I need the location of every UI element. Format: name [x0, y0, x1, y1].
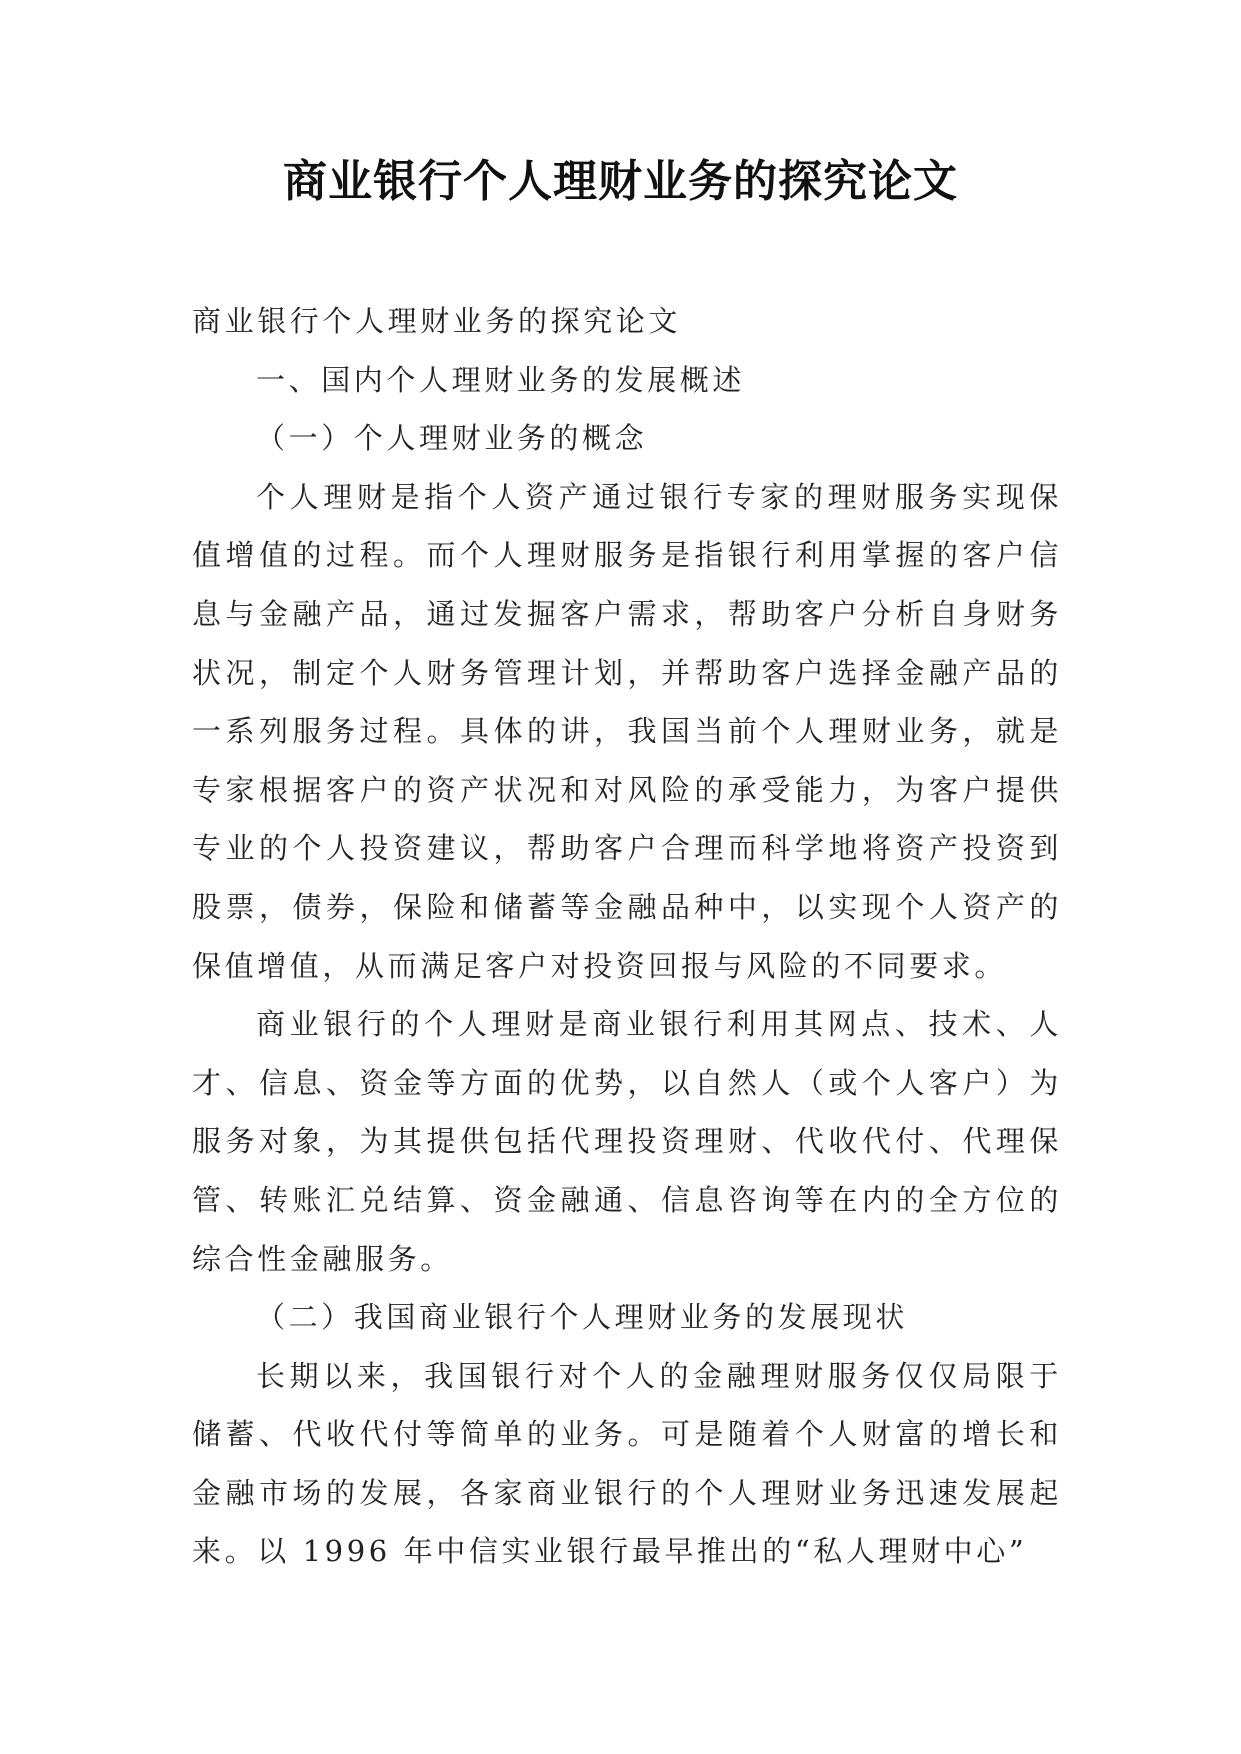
paragraph: 长期以来，我国银行对个人的金融理财服务仅仅局限于储蓄、代收代付等简单的业务。可是随着个人财富的增长和金融市场的发展，各家商业银行的个人理财业务迅速发展起来。以 1996 年中信实业银行最早推出的“私人理财中心” [192, 1358, 1062, 1569]
document-title: 商业银行个人理财业务的探究论文 [283, 156, 958, 207]
paragraph: 个人理财是指个人资产通过银行专家的理财服务实现保值增值的过程。而个人理财服务是指银行利用掌握的客户信息与金融产品，通过发掘客户需求，帮助客户分析自身财务状况，制定个人财务管理计划，并帮助客户选择金融产品的一系列服务过程。具体的讲，我国当前个人理财业务，就是专家根据客户的资产状况和对风险的承受能力，为客户提供专业的个人投资建议，帮助客户合理而科学地将资产投资到股票，债券，保险和储蓄等金融品种中，以实现个人资产的保值增值，从而满足客户对投资回报与风险的不同要求。 [192, 479, 1062, 983]
document-body [192, 292, 1062, 1581]
body-heading: 商业银行个人理财业务的探究论文 [192, 304, 682, 338]
subsection-heading: （一）个人理财业务的概念 [256, 421, 648, 456]
subsection-heading: （二）我国商业银行个人理财业务的发展现状 [256, 1300, 909, 1335]
paragraph: 商业银行的个人理财是商业银行利用其网点、技术、人才、信息、资金等方面的优势，以自然人（或个人客户）为服务对象，为其提供包括代理投资理财、代收代付、代理保管、转账汇兑结算、资金融通、信息咨询等在内的全方位的综合性金融服务。 [192, 1007, 1062, 1276]
section-heading: 一、国内个人理财业务的发展概述 [256, 362, 746, 397]
